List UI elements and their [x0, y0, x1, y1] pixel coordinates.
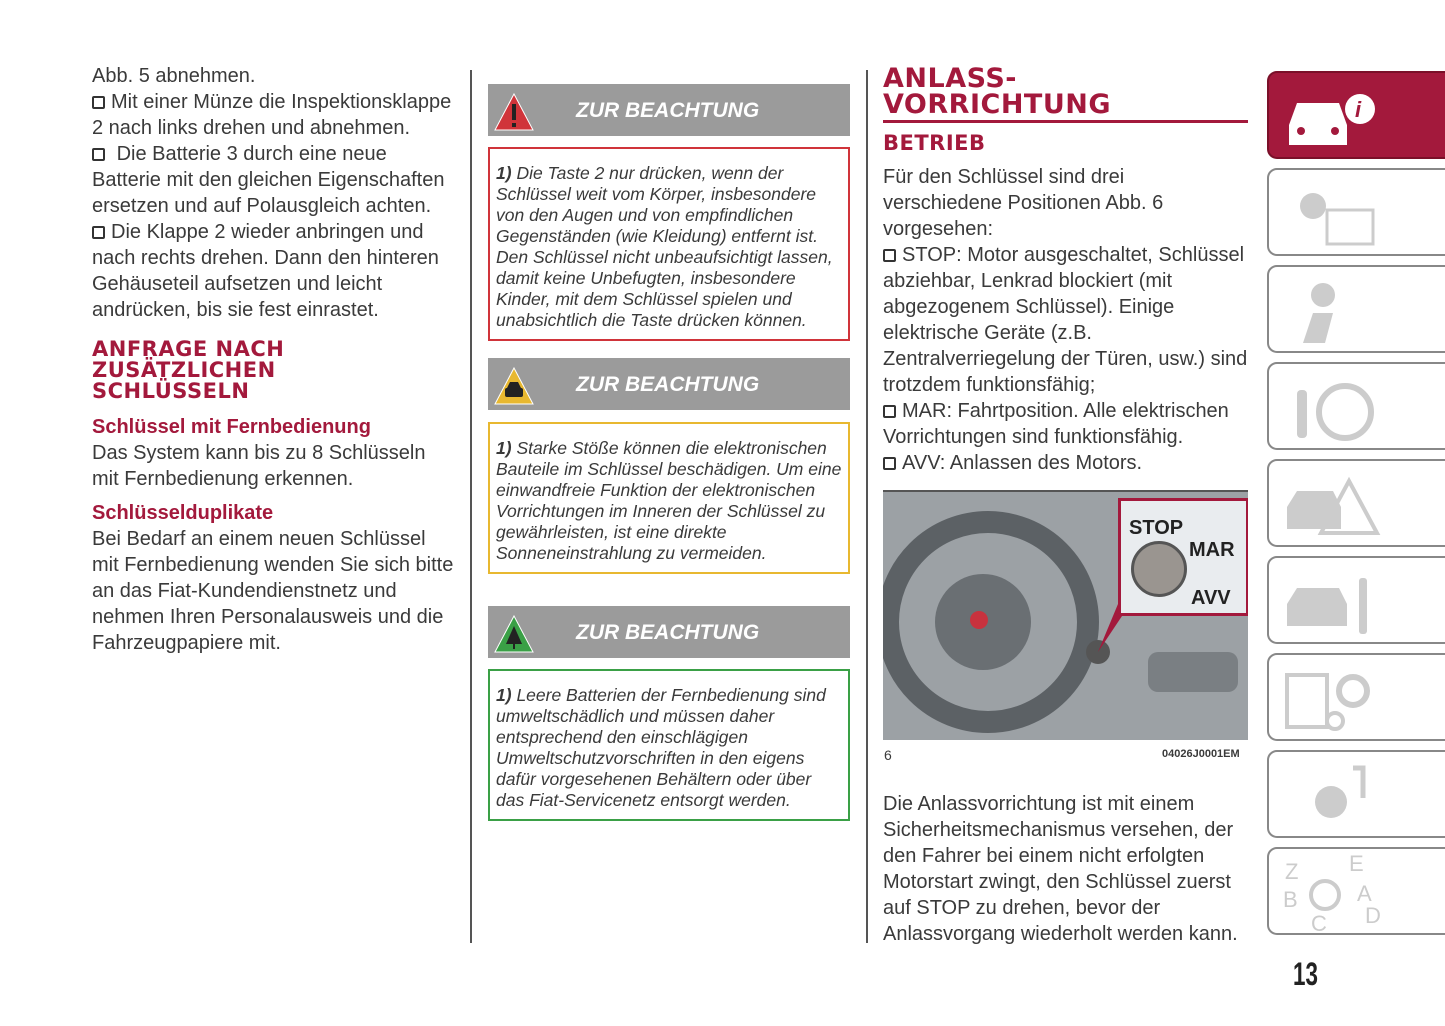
title-underline: [883, 120, 1248, 123]
subheading: Schlüsselduplikate: [92, 502, 274, 524]
paragraph: Bei Bedarf an einem neuen Schlüssel mit Fernbedienung wenden Sie sich bitte an das Fiat-Kundendienstnetz und nehmen Ihren Personalausweis und die Fahrzeugpapiere mit.: [92, 528, 454, 654]
warning-light-message-icon: [1283, 176, 1383, 252]
car-wrench-icon: [1283, 564, 1383, 640]
label-avv: AVV: [1191, 587, 1231, 609]
ignition-figure: [883, 490, 1248, 740]
tab-emergency[interactable]: [1267, 459, 1445, 547]
paragraph: Abb. 5 abnehmen.: [92, 65, 256, 87]
list-item: Die Batterie 3 durch eine neue Batterie mit den gleichen Eigenschaften ersetzen und auf Polausgleich achten.: [92, 143, 445, 217]
caution-header: ZUR BEACHTUNG: [488, 358, 850, 410]
checkbox-bullet-icon: [883, 249, 896, 262]
label-mar: MAR: [1189, 539, 1235, 561]
svg-text:E: E: [1349, 855, 1364, 876]
warning-triangle-icon: [492, 90, 536, 134]
section-heading: BETRIEB: [883, 131, 986, 155]
checkbox-bullet-icon: [92, 148, 105, 161]
key-steering-wheel-icon: [1283, 370, 1383, 446]
svg-text:D: D: [1365, 903, 1381, 928]
tab-maintenance[interactable]: [1267, 556, 1445, 644]
label-stop: STOP: [1129, 517, 1184, 539]
warning-box: 1) Die Taste 2 nur drücken, wenn der Schlüssel weit vom Körper, insbesondere von den Augen und von empfindlichen Gegenständen (wie Kleidung) entfernt ist. Den Schlüssel nicht unbeaufsichtigt lassen, damit keine Unbefugten, insbesondere Kinder, mit dem Schlüssel spielen und unabsichtlich die Taste drücken können.: [488, 147, 850, 341]
environment-header: ZUR BEACHTUNG: [488, 606, 850, 658]
caution-box: 1) Starke Stöße können die elektronischen Bauteile im Schlüssel beschädigen. Um eine einwandfreie Funktion der elektronischen Vorrichtungen im Inneren der Schlüssel zu gewährleisten, ist eine direkte Sonneneinstrahlung zu vermeiden.: [488, 422, 850, 574]
document-gear-icon: [1283, 661, 1383, 737]
tab-technical-data[interactable]: [1267, 653, 1445, 741]
alphabet-index-icon: [1283, 855, 1383, 931]
environment-tree-icon: [492, 612, 536, 656]
list-item: MAR: Fahrtposition. Alle elektrischen Vorrichtungen sind funktionsfähig.: [883, 400, 1229, 448]
tab-safety[interactable]: [1267, 265, 1445, 353]
warning-header: ZUR BEACHTUNG: [488, 84, 850, 136]
ignition-inset: [1118, 498, 1248, 616]
tab-dashboard-lights[interactable]: [1267, 168, 1445, 256]
column-divider: [470, 70, 472, 943]
tab-driving[interactable]: [1267, 362, 1445, 450]
section-heading: ANFRAGE NACH ZUSÄTZLICHEN SCHLÜSSELN: [92, 337, 285, 403]
ignition-lock-icon: [1131, 541, 1187, 597]
tab-index[interactable]: [1267, 847, 1445, 935]
environment-box: 1) Leere Batterien der Fernbedienung sind umweltschädlich und müssen daher entsprechend den einschlägigen Umweltschutzvorschriften in den eigens dafür vorgesehenen Behältern oder über das Fiat-Servicenetz entsorgt werden.: [488, 669, 850, 821]
column-3: [883, 63, 1248, 476]
subheading: Schlüssel mit Fernbedienung: [92, 416, 371, 438]
svg-text:Z: Z: [1285, 859, 1299, 884]
svg-text:C: C: [1311, 911, 1327, 931]
checkbox-bullet-icon: [883, 405, 896, 418]
checkbox-bullet-icon: [92, 96, 105, 109]
list-item: STOP: Motor ausgeschaltet, Schlüssel abziehbar, Lenkrad blockiert (mit abgezogenem Schlüssel). Einige elektrische Geräte (z.B. Zentralverriegelung der Türen, usw.) sind trotzdem funktionsfähig;: [883, 244, 1248, 396]
car-warning-triangle-icon: [1283, 467, 1383, 543]
car-info-icon: [1283, 79, 1383, 155]
svg-text:B: B: [1283, 887, 1298, 912]
paragraph: Die Anlassvorrichtung ist mit einem Sicherheitsmechanismus versehen, der den Fahrer bei einem nicht erfolgten Motorstart zwingt, den Schlüssel zuerst auf STOP zu drehen, bevor der Anlassvorgang wiederholt werden kann.: [883, 793, 1238, 945]
column-divider: [866, 70, 868, 943]
paragraph: Das System kann bis zu 8 Schlüsseln mit Fernbedienung erkennen.: [92, 442, 426, 490]
svg-text:A: A: [1357, 881, 1372, 906]
paragraph: Für den Schlüssel sind drei verschiedene Positionen Abb. 6 vorgesehen:: [883, 166, 1164, 240]
seat-airbag-icon: [1283, 273, 1383, 349]
page-number: 13: [1293, 956, 1318, 992]
list-item: Mit einer Münze die Inspektionsklappe 2 nach links drehen und abnehmen.: [92, 91, 452, 139]
figure-code: 04026J0001EM: [1162, 748, 1240, 760]
page-title: ANLASS- VORRICHTUNG: [883, 63, 1112, 120]
figure-number: 6: [884, 747, 892, 763]
svg-text:i: i: [1355, 97, 1362, 122]
checkbox-bullet-icon: [92, 226, 105, 239]
tab-multimedia[interactable]: [1267, 750, 1445, 838]
multimedia-icon: [1283, 758, 1383, 834]
list-item: Die Klappe 2 wieder anbringen und nach rechts drehen. Dann den hinteren Gehäuseteil aufsetzen und leicht andrücken, bis sie fest einrastet.: [92, 221, 439, 321]
list-item: AVV: Anlassen des Motors.: [883, 450, 1248, 476]
car-caution-icon: [492, 364, 536, 408]
column-1: [92, 63, 457, 656]
checkbox-bullet-icon: [883, 457, 896, 470]
tab-vehicle-info[interactable]: [1267, 71, 1445, 159]
